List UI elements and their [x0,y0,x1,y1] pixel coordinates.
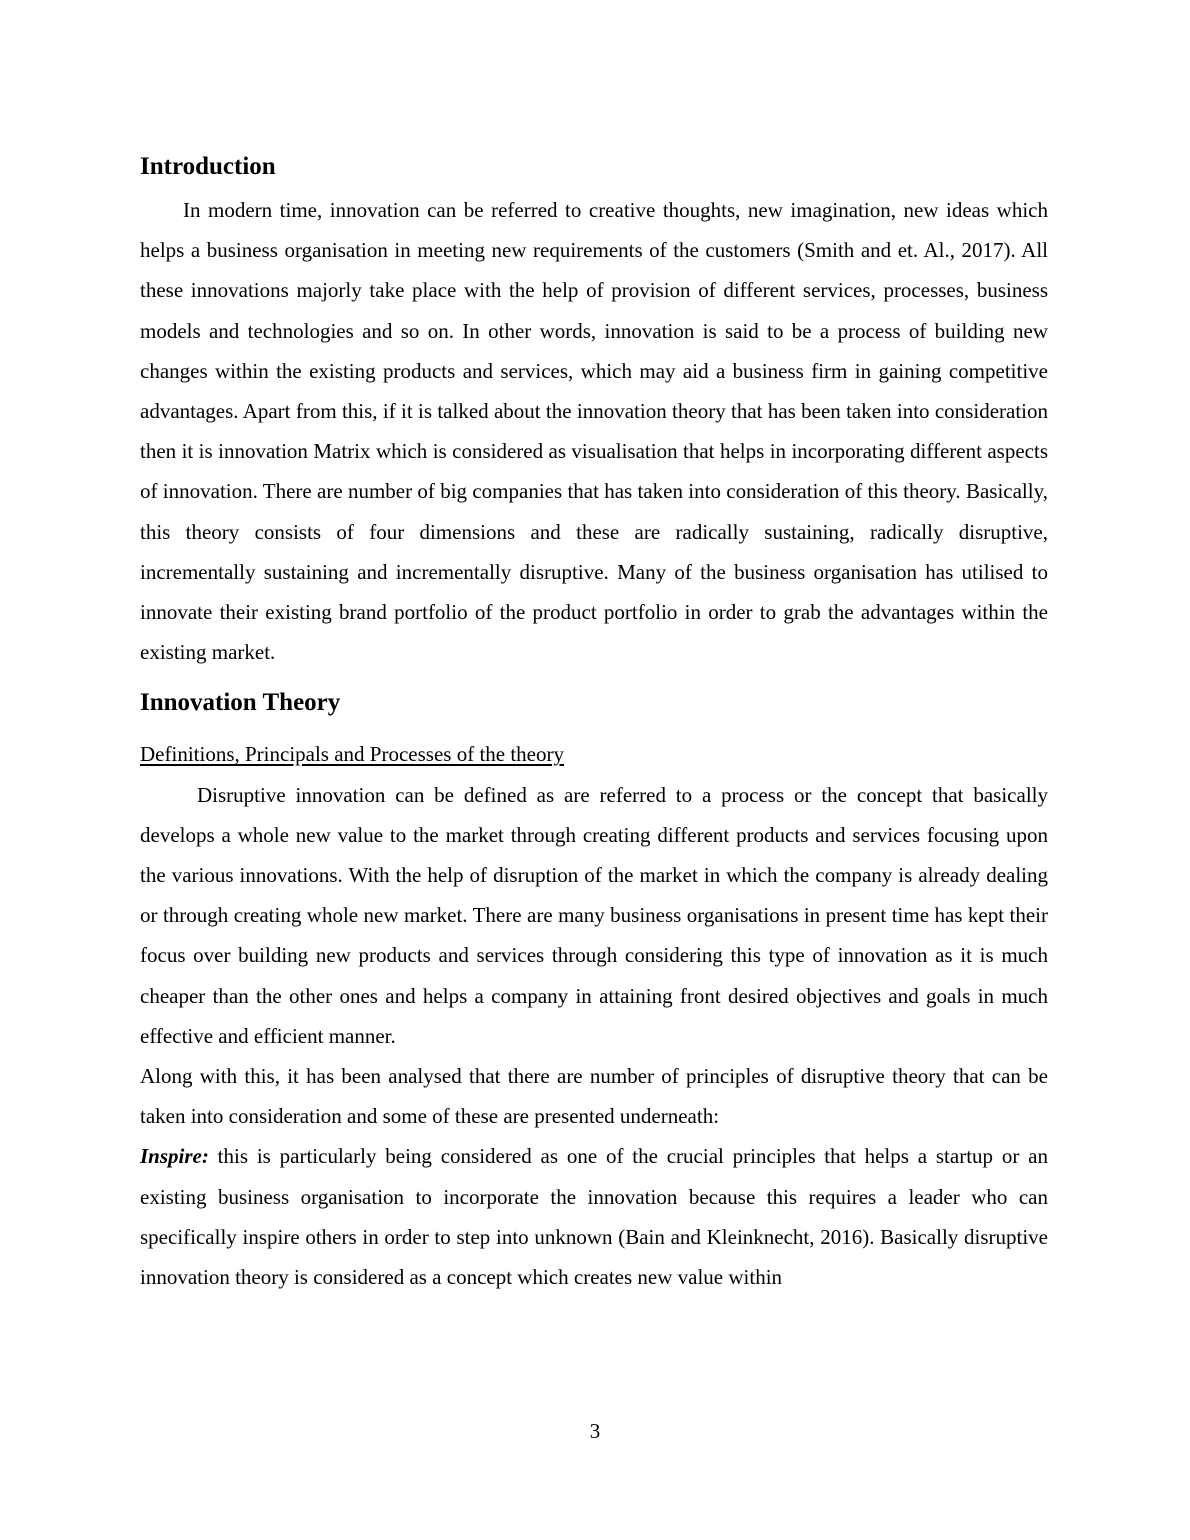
introduction-paragraph: In modern time, innovation can be referred to creative thoughts, new imagination, new ideas which helps a business organisation in meeting new requirements of the customers (Smith and et. Al., 2017). All these innovations majorly take place with the help of provision of different services, processes, business models and technologies and so on. In other words, innovation is said to be a process of building new changes within the existing products and services, which may aid a business firm in gaining competitive advantages. Apart from this, if it is talked about the innovation theory that has been taken into consideration then it is innovation Matrix which is considered as visualisation that helps in incorporating different aspects of innovation. There are number of big companies that has taken into consideration of this theory. Basically, this theory consists of four dimensions and these are radically sustaining, radically disruptive, incrementally sustaining and incrementally disruptive. Many of the business organisation has utilised to innovate their existing brand portfolio of the product portfolio in order to grab the advantages within the existing market. [140,198,1048,665]
principles-intro-paragraph: Along with this, it has been analysed that there are number of principles of disruptive theory that can be taken into consideration and some of these are presented underneath: [140,1064,1048,1129]
innovation-theory-heading: Innovation Theory [140,689,341,717]
inspire-paragraph [140,1136,1048,1297]
page-number: 3 [589,1419,601,1443]
inspire-text: this is particularly being considered as one of the crucial principles that helps a startup or an existing business organisation to incorporate the innovation because this requires a leader who can specifically inspire others in order to step into unknown (Bain and Kleinknecht, 2016). Basically disruptive innovation theory is considered as a concept which creates new value within [140,1144,1048,1290]
inspire-label: Inspire: [140,1144,209,1169]
introduction-heading: Introduction [140,153,276,180]
disruptive-innovation-paragraph: Disruptive innovation can be defined as are referred to a process or the concept that basically develops a whole new value to the market through creating different products and services focusing upon the various innovations. With the help of disruption of the market in which the company is already dealing or through creating whole new market. There are many business organisations in present time has kept their focus over building new products and services through considering this type of innovation as it is much cheaper than the other ones and helps a company in attaining front desired objectives and goals in much effective and efficient manner. [140,782,1048,1048]
definitions-subheading: Definitions, Principals and Processes of the theory [140,742,564,767]
page-content [140,148,1048,1297]
